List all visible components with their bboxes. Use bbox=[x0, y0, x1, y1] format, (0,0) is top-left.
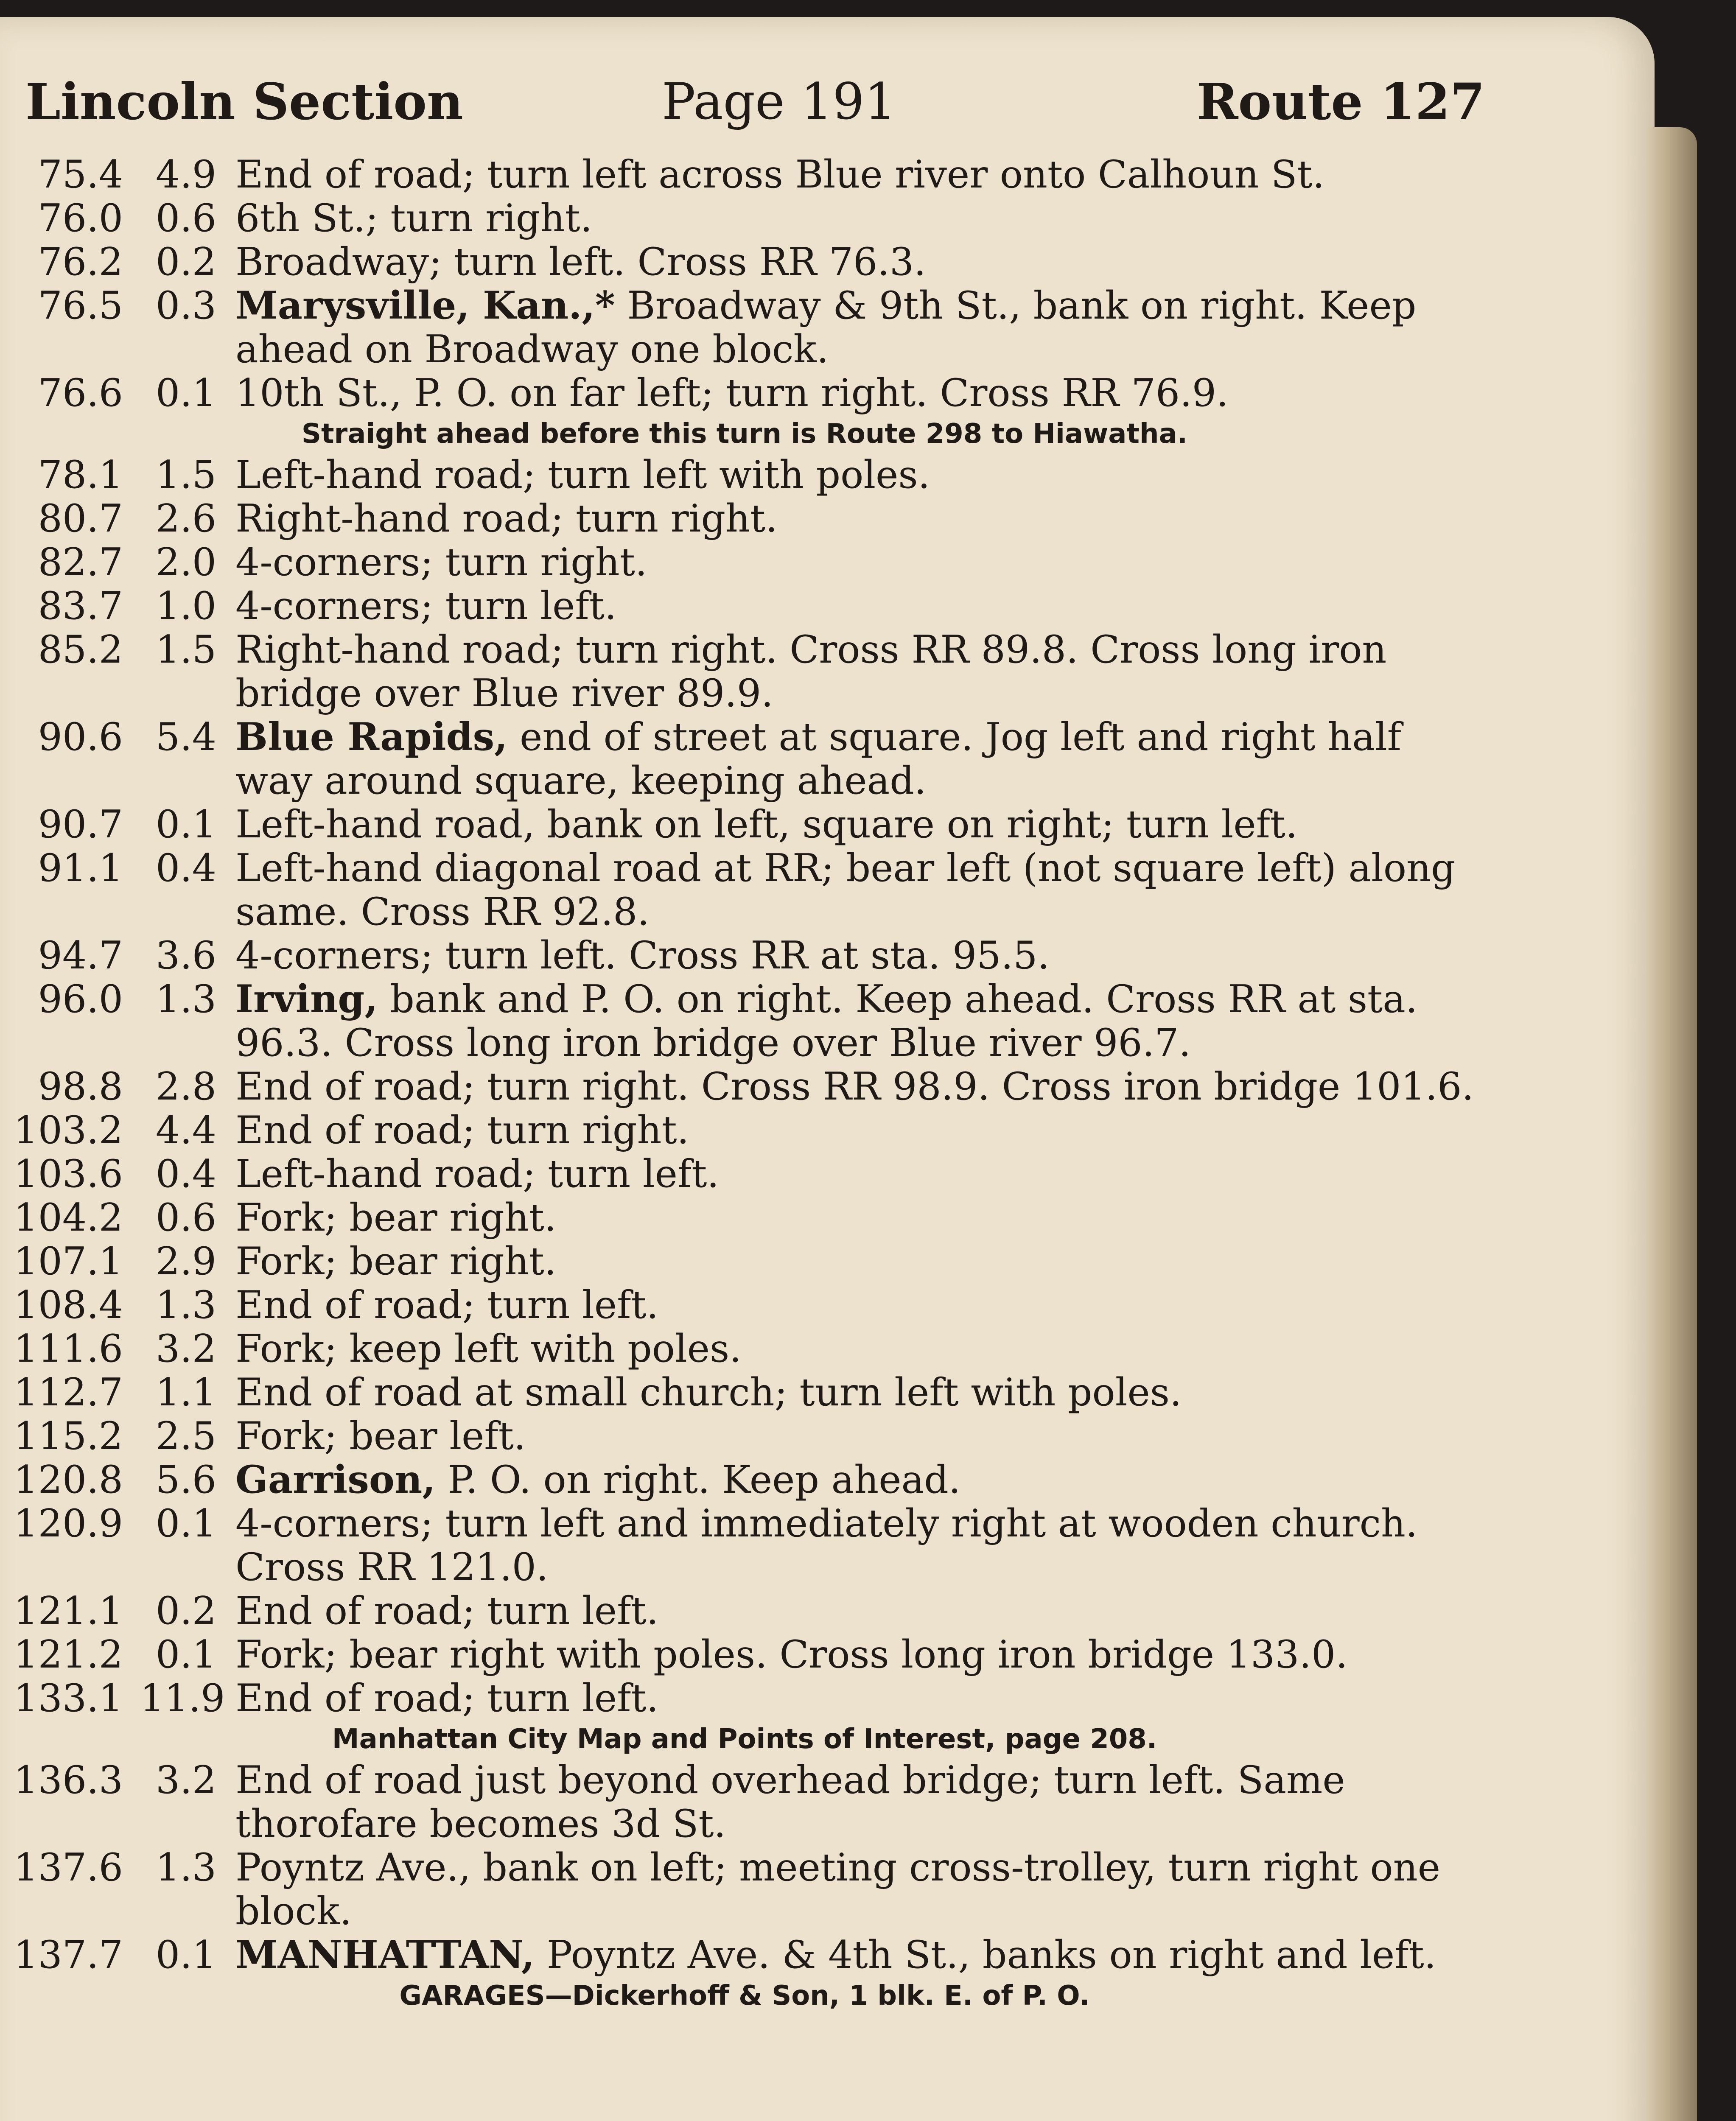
direction-text: Poyntz Ave., bank on left; meeting cross-trolley, turn right one block. bbox=[235, 1845, 1440, 1934]
route-direction bbox=[235, 1196, 1478, 1240]
total-mileage: 120.8 bbox=[14, 1458, 123, 1502]
increment-mileage: 1.3 bbox=[155, 1283, 216, 1327]
increment-mileage: 11.9 bbox=[140, 1676, 225, 1721]
route-direction bbox=[235, 371, 1478, 415]
direction-text: End of road just beyond overhead bridge; turn left. Same thorofare becomes 3d St. bbox=[235, 1758, 1345, 1846]
route-row bbox=[0, 540, 1493, 584]
total-mileage: 90.7 bbox=[38, 802, 123, 847]
direction-text: bank and P. O. on right. Keep ahead. Cross RR at sta. 96.3. Cross long iron bridge over Blue river 96.7. bbox=[235, 977, 1418, 1065]
route-note: Manhattan City Map and Points of Interest, page 208. bbox=[332, 1724, 1157, 1755]
increment-mileage: 0.4 bbox=[155, 1152, 216, 1196]
route-row bbox=[0, 284, 1493, 371]
route-direction bbox=[235, 715, 1478, 803]
increment-mileage: 1.0 bbox=[155, 584, 216, 628]
total-mileage: 91.1 bbox=[38, 846, 123, 890]
route-row bbox=[0, 453, 1493, 497]
direction-text: End of road; turn left across Blue river onto Calhoun St. bbox=[235, 152, 1325, 197]
route-row bbox=[0, 497, 1493, 540]
route-direction bbox=[235, 1846, 1478, 1933]
route-row bbox=[0, 1371, 1493, 1414]
direction-text: Fork; bear right with poles. Cross long iron bridge 133.0. bbox=[235, 1632, 1348, 1677]
total-mileage: 103.2 bbox=[14, 1108, 123, 1153]
increment-mileage: 0.1 bbox=[155, 802, 216, 847]
increment-mileage: 0.4 bbox=[155, 846, 216, 890]
increment-mileage: 0.1 bbox=[155, 1632, 216, 1677]
route-direction bbox=[235, 1065, 1478, 1108]
total-mileage: 107.1 bbox=[14, 1239, 123, 1284]
route-row bbox=[0, 1283, 1493, 1327]
total-mileage: 104.2 bbox=[14, 1195, 123, 1240]
page-header bbox=[25, 72, 1485, 144]
total-mileage: 121.2 bbox=[14, 1632, 123, 1677]
increment-mileage: 1.3 bbox=[155, 1845, 216, 1890]
route-row bbox=[0, 1196, 1493, 1240]
total-mileage: 76.5 bbox=[38, 283, 123, 328]
route-direction bbox=[235, 240, 1478, 284]
increment-mileage: 1.3 bbox=[155, 977, 216, 1021]
total-mileage: 136.3 bbox=[14, 1758, 123, 1802]
increment-mileage: 2.0 bbox=[155, 540, 216, 585]
increment-mileage: 1.5 bbox=[155, 627, 216, 672]
direction-text: Left-hand diagonal road at RR; bear left (not square left) along same. Cross RR 92.8. bbox=[235, 846, 1456, 934]
increment-mileage: 5.6 bbox=[155, 1458, 216, 1502]
direction-text: End of road; turn left. bbox=[235, 1676, 659, 1721]
direction-text: P. O. on right. Keep ahead. bbox=[435, 1458, 961, 1502]
place-name: MANHATTAN, bbox=[235, 1932, 535, 1977]
increment-mileage: 0.6 bbox=[155, 196, 216, 241]
increment-mileage: 5.4 bbox=[155, 715, 216, 759]
total-mileage: 112.7 bbox=[14, 1370, 123, 1415]
route-note: Straight ahead before this turn is Route 298 to Hiawatha. bbox=[301, 418, 1188, 450]
route-direction bbox=[235, 1633, 1478, 1676]
total-mileage: 121.1 bbox=[14, 1589, 123, 1633]
route-row bbox=[0, 1108, 1493, 1152]
increment-mileage: 3.2 bbox=[155, 1326, 216, 1371]
route-direction bbox=[235, 1414, 1478, 1458]
direction-text: Poyntz Ave. & 4th St., banks on right and left. bbox=[535, 1933, 1436, 1977]
page-number: Page 191 bbox=[662, 72, 896, 131]
total-mileage: 75.4 bbox=[38, 152, 123, 197]
route-row bbox=[0, 1152, 1493, 1196]
total-mileage: 76.2 bbox=[38, 240, 123, 284]
increment-mileage: 2.9 bbox=[155, 1239, 216, 1284]
route-direction bbox=[235, 1502, 1478, 1589]
total-mileage: 80.7 bbox=[38, 496, 123, 541]
route-number: Route 127 bbox=[1196, 72, 1485, 131]
route-direction bbox=[235, 196, 1478, 240]
direction-text: 4-corners; turn left. Cross RR at sta. 95.5. bbox=[235, 933, 1050, 978]
direction-text: End of road; turn left. bbox=[235, 1589, 659, 1633]
increment-mileage: 1.1 bbox=[155, 1370, 216, 1415]
route-direction bbox=[235, 1327, 1478, 1371]
increment-mileage: 0.1 bbox=[155, 1501, 216, 1546]
route-direction bbox=[235, 1589, 1478, 1633]
place-name: Irving, bbox=[235, 977, 378, 1021]
route-direction bbox=[235, 540, 1478, 584]
route-row bbox=[0, 934, 1493, 977]
total-mileage: 76.6 bbox=[38, 371, 123, 415]
section-title: Lincoln Section bbox=[25, 72, 463, 131]
increment-mileage: 0.1 bbox=[155, 1933, 216, 1977]
route-row bbox=[0, 1933, 1493, 1977]
direction-text: Left-hand road, bank on left, square on right; turn left. bbox=[235, 802, 1298, 847]
total-mileage: 120.9 bbox=[14, 1501, 123, 1546]
route-row bbox=[0, 1240, 1493, 1283]
increment-mileage: 4.9 bbox=[155, 152, 216, 197]
route-row bbox=[0, 715, 1493, 803]
increment-mileage: 0.1 bbox=[155, 371, 216, 415]
total-mileage: 85.2 bbox=[38, 627, 123, 672]
total-mileage: 82.7 bbox=[38, 540, 123, 585]
direction-text: Fork; keep left with poles. bbox=[235, 1326, 742, 1371]
route-row bbox=[0, 1458, 1493, 1502]
route-direction bbox=[235, 1283, 1478, 1327]
increment-mileage: 2.5 bbox=[155, 1414, 216, 1458]
place-name: Marysville, Kan.,* bbox=[235, 283, 615, 328]
direction-text: 4-corners; turn left and immediately right at wooden church. Cross RR 121.0. bbox=[235, 1501, 1418, 1589]
direction-text: Fork; bear right. bbox=[235, 1239, 557, 1284]
direction-text: Fork; bear right. bbox=[235, 1195, 557, 1240]
route-row bbox=[0, 153, 1493, 196]
route-direction bbox=[235, 284, 1478, 371]
direction-text: end of street at square. Jog left and right half way around square, keeping ahead. bbox=[235, 715, 1402, 803]
total-mileage: 115.2 bbox=[14, 1414, 123, 1458]
route-direction bbox=[235, 1152, 1478, 1196]
total-mileage: 103.6 bbox=[14, 1152, 123, 1196]
route-row bbox=[0, 1846, 1493, 1933]
direction-text: Left-hand road; turn left with poles. bbox=[235, 453, 930, 497]
direction-text: Broadway; turn left. Cross RR 76.3. bbox=[235, 240, 926, 284]
direction-text: Left-hand road; turn left. bbox=[235, 1152, 719, 1196]
route-note: GARAGES—Dickerhoff & Son, 1 blk. E. of P. O. bbox=[399, 1980, 1090, 2012]
increment-mileage: 3.2 bbox=[155, 1758, 216, 1802]
route-direction bbox=[235, 1240, 1478, 1283]
total-mileage: 83.7 bbox=[38, 584, 123, 628]
route-direction bbox=[235, 1758, 1478, 1846]
route-row bbox=[0, 240, 1493, 284]
route-direction bbox=[235, 1933, 1478, 1977]
route-direction bbox=[235, 153, 1478, 196]
route-direction bbox=[235, 453, 1478, 497]
route-direction bbox=[235, 584, 1478, 628]
total-mileage: 96.0 bbox=[38, 977, 123, 1021]
direction-text: End of road at small church; turn left with poles. bbox=[235, 1370, 1182, 1415]
route-row bbox=[0, 1589, 1493, 1633]
route-row bbox=[0, 977, 1493, 1065]
direction-text: 4-corners; turn left. bbox=[235, 584, 617, 628]
increment-mileage: 1.5 bbox=[155, 453, 216, 497]
direction-text: End of road; turn right. Cross RR 98.9. Cross iron bridge 101.6. bbox=[235, 1064, 1474, 1109]
page-edge bbox=[1646, 127, 1697, 2121]
route-row bbox=[0, 584, 1493, 628]
increment-mileage: 0.3 bbox=[155, 283, 216, 328]
route-row bbox=[0, 1414, 1493, 1458]
route-direction bbox=[235, 628, 1478, 715]
direction-text: Right-hand road; turn right. bbox=[235, 496, 778, 541]
increment-mileage: 2.6 bbox=[155, 496, 216, 541]
direction-text: End of road; turn left. bbox=[235, 1283, 659, 1327]
route-direction bbox=[235, 846, 1478, 934]
route-row bbox=[0, 371, 1493, 415]
direction-text: 6th St.; turn right. bbox=[235, 196, 593, 241]
total-mileage: 111.6 bbox=[14, 1326, 123, 1371]
total-mileage: 94.7 bbox=[38, 933, 123, 978]
direction-text: Fork; bear left. bbox=[235, 1414, 526, 1458]
increment-mileage: 3.6 bbox=[155, 933, 216, 978]
route-row bbox=[0, 1327, 1493, 1371]
direction-text: 4-corners; turn right. bbox=[235, 540, 647, 585]
total-mileage: 98.8 bbox=[38, 1064, 123, 1109]
increment-mileage: 2.8 bbox=[155, 1064, 216, 1109]
increment-mileage: 0.6 bbox=[155, 1195, 216, 1240]
direction-text: 10th St., P. O. on far left; turn right. Cross RR 76.9. bbox=[235, 371, 1229, 415]
route-direction bbox=[235, 1458, 1478, 1502]
direction-text: Broadway & 9th St., bank on right. Keep ahead on Broadway one block. bbox=[235, 283, 1417, 372]
route-row bbox=[0, 196, 1493, 240]
route-row bbox=[0, 846, 1493, 934]
total-mileage: 137.6 bbox=[14, 1845, 123, 1890]
route-direction bbox=[235, 803, 1478, 846]
increment-mileage: 0.2 bbox=[155, 1589, 216, 1633]
route-row bbox=[0, 1502, 1493, 1589]
increment-mileage: 4.4 bbox=[155, 1108, 216, 1153]
total-mileage: 90.6 bbox=[38, 715, 123, 759]
place-name: Garrison, bbox=[235, 1457, 436, 1502]
total-mileage: 76.0 bbox=[38, 196, 123, 241]
total-mileage: 133.1 bbox=[14, 1676, 123, 1721]
direction-text: Right-hand road; turn right. Cross RR 89.8. Cross long iron bridge over Blue river 89.9. bbox=[235, 627, 1387, 716]
route-direction bbox=[235, 1371, 1478, 1414]
route-direction bbox=[235, 1108, 1478, 1152]
route-direction bbox=[235, 1676, 1478, 1720]
route-direction bbox=[235, 977, 1478, 1065]
place-name: Blue Rapids, bbox=[235, 714, 508, 759]
route-row bbox=[0, 1758, 1493, 1846]
route-row bbox=[0, 628, 1493, 715]
route-log bbox=[0, 153, 1493, 2015]
total-mileage: 137.7 bbox=[14, 1933, 123, 1977]
route-direction bbox=[235, 497, 1478, 540]
route-row bbox=[0, 1633, 1493, 1676]
route-row bbox=[0, 1065, 1493, 1108]
total-mileage: 78.1 bbox=[38, 453, 123, 497]
direction-text: End of road; turn right. bbox=[235, 1108, 689, 1153]
increment-mileage: 0.2 bbox=[155, 240, 216, 284]
route-row bbox=[0, 803, 1493, 846]
route-row bbox=[0, 1676, 1493, 1720]
route-direction bbox=[235, 934, 1478, 977]
total-mileage: 108.4 bbox=[14, 1283, 123, 1327]
